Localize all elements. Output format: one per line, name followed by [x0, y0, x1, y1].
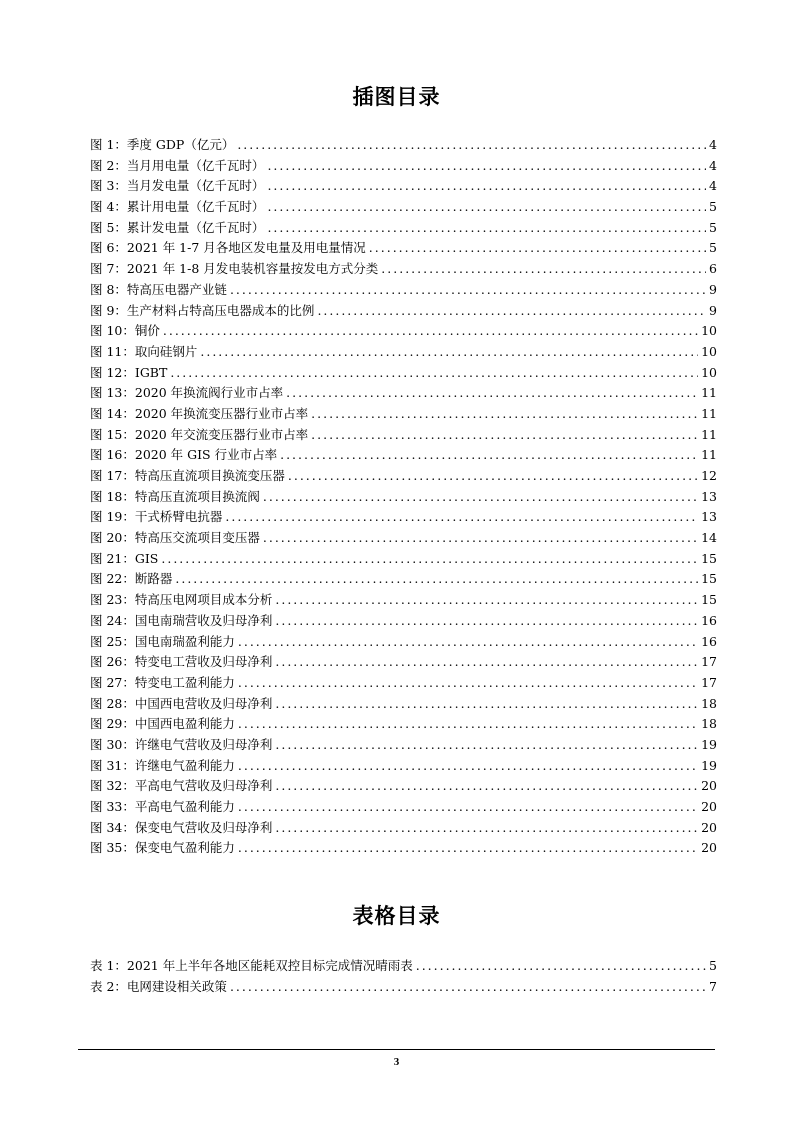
- dot-leader: [369, 238, 706, 259]
- figure-entry-label[interactable]: 图 15：2020 年交流变压器行业市占率: [90, 426, 309, 442]
- dot-leader: [275, 694, 698, 715]
- figure-entry-label[interactable]: 图 3：当月发电量（亿千瓦时）: [90, 178, 265, 194]
- dot-leader: [275, 818, 698, 839]
- figure-entry-page[interactable]: 17: [701, 654, 717, 670]
- figure-entry-page[interactable]: 13: [701, 509, 717, 525]
- dot-leader: [275, 611, 698, 632]
- table-entry-label[interactable]: 表 1：2021 年上半年各地区能耗双控目标完成情况晴雨表: [90, 958, 413, 973]
- figure-entry-label[interactable]: 图 7：2021 年 1-8 月发电装机容量按发电方式分类: [90, 261, 379, 277]
- dot-leader: [416, 956, 706, 977]
- figure-toc-entry[interactable]: [90, 487, 717, 508]
- dot-leader: [381, 259, 706, 280]
- dot-leader: [225, 507, 698, 528]
- figure-entry-page[interactable]: 19: [701, 736, 717, 752]
- figure-toc-entry[interactable]: [90, 797, 717, 818]
- figure-entry-label[interactable]: 图 20：特高压交流项目变压器: [90, 530, 260, 546]
- figure-entry-page[interactable]: 4: [709, 137, 717, 152]
- figure-entry-page[interactable]: 20: [701, 819, 717, 835]
- figure-entry-label[interactable]: 图 21：GIS: [90, 550, 159, 566]
- dot-leader: [267, 176, 706, 197]
- figure-entry-page[interactable]: 10: [701, 343, 717, 359]
- figure-toc-entry[interactable]: [90, 756, 717, 777]
- table-toc-entry[interactable]: [90, 956, 717, 977]
- figure-entry-page[interactable]: 13: [701, 488, 717, 504]
- table-entry-page[interactable]: 5: [709, 958, 717, 973]
- figure-entry-page[interactable]: 16: [701, 633, 717, 649]
- figure-toc-entry[interactable]: [90, 156, 717, 177]
- figure-entry-page[interactable]: 11: [701, 405, 717, 421]
- figure-entry-page[interactable]: 20: [701, 778, 717, 794]
- figure-toc-entry[interactable]: [90, 218, 717, 239]
- page-number: 3: [393, 1056, 400, 1068]
- figure-entry-page[interactable]: 11: [701, 447, 717, 463]
- figure-entry-label[interactable]: 图 6：2021 年 1-7 月各地区发电量及用电量情况: [90, 240, 366, 256]
- figure-entry-page[interactable]: 10: [701, 364, 717, 380]
- figure-entry-label[interactable]: 图 5：累计发电量（亿千瓦时）: [90, 219, 265, 235]
- figure-toc-entry[interactable]: [90, 652, 717, 673]
- figure-entry-page[interactable]: 10: [701, 323, 717, 339]
- dot-leader: [311, 404, 698, 425]
- figure-entry-label[interactable]: 图 10：铜价: [90, 323, 160, 339]
- dot-leader: [267, 197, 706, 218]
- figure-entry-label[interactable]: 图 27：特变电工盈利能力: [90, 674, 235, 690]
- figure-entry-label[interactable]: 图 30：许继电气营收及归母净利: [90, 736, 273, 752]
- figures-toc-title: 插图目录: [352, 85, 441, 109]
- dot-leader: [175, 569, 698, 590]
- footer-divider: [78, 1049, 715, 1050]
- dot-leader: [238, 756, 698, 777]
- figure-entry-page[interactable]: 17: [701, 674, 717, 690]
- figure-entry-page[interactable]: 16: [701, 612, 717, 628]
- figure-entry-page[interactable]: 15: [701, 571, 717, 587]
- dot-leader: [280, 445, 698, 466]
- table-entry-label[interactable]: 表 2：电网建设相关政策: [90, 978, 227, 994]
- figure-toc-entry[interactable]: [90, 342, 717, 363]
- figure-toc-entry[interactable]: [90, 383, 717, 404]
- figure-entry-label[interactable]: 图 19：干式桥臂电抗器: [90, 509, 223, 525]
- dot-leader: [275, 590, 698, 611]
- figure-entry-page[interactable]: 9: [709, 281, 717, 297]
- tables-toc-list: [90, 956, 717, 997]
- figure-entry-label[interactable]: 图 12：IGBT: [90, 364, 168, 380]
- figure-entry-label[interactable]: 图 29：中国西电盈利能力: [90, 716, 235, 732]
- figure-entry-label[interactable]: 图 11：取向硅钢片: [90, 343, 198, 359]
- figure-entry-page[interactable]: 5: [709, 240, 717, 256]
- dot-leader: [230, 280, 706, 301]
- figure-toc-entry[interactable]: [90, 590, 717, 611]
- figure-toc-entry[interactable]: [90, 404, 717, 425]
- dot-leader: [238, 632, 698, 653]
- figure-entry-label[interactable]: 图 23：特高压电网项目成本分析: [90, 592, 273, 608]
- figure-entry-page[interactable]: 14: [701, 530, 717, 546]
- table-entry-page[interactable]: 7: [709, 978, 717, 994]
- figure-entry-page[interactable]: 6: [709, 261, 717, 277]
- dot-leader: [200, 342, 698, 363]
- figure-entry-label[interactable]: 图 18：特高压直流项目换流阀: [90, 488, 260, 504]
- figure-entry-page[interactable]: 9: [709, 302, 717, 318]
- figure-toc-entry[interactable]: [90, 176, 717, 197]
- figure-entry-page[interactable]: 15: [701, 550, 717, 566]
- dot-leader: [275, 652, 698, 673]
- dot-leader: [267, 218, 706, 239]
- figure-entry-label[interactable]: 图 2：当月用电量（亿千瓦时）: [90, 157, 265, 173]
- figure-toc-entry[interactable]: [90, 321, 717, 342]
- figure-toc-entry[interactable]: [90, 507, 717, 528]
- dot-leader: [288, 466, 698, 487]
- figure-entry-page[interactable]: 15: [701, 592, 717, 608]
- figure-toc-entry[interactable]: [90, 259, 717, 280]
- figure-toc-entry[interactable]: [90, 673, 717, 694]
- figure-entry-page[interactable]: 11: [701, 426, 717, 442]
- dot-leader: [161, 549, 698, 570]
- figure-entry-label[interactable]: 图 31：许继电气盈利能力: [90, 757, 235, 773]
- figure-toc-entry[interactable]: [90, 425, 717, 446]
- figure-entry-label[interactable]: 图 16：2020 年 GIS 行业市占率: [90, 447, 278, 463]
- figure-entry-page[interactable]: 20: [701, 799, 717, 814]
- dot-leader: [170, 363, 698, 384]
- figure-entry-page[interactable]: 5: [709, 219, 717, 235]
- figure-toc-entry[interactable]: [90, 549, 717, 570]
- figure-toc-entry[interactable]: [90, 363, 717, 384]
- figure-toc-entry[interactable]: [90, 301, 717, 322]
- figure-entry-label[interactable]: 图 24：国电南瑞营收及归母净利: [90, 612, 273, 628]
- figure-entry-page[interactable]: 20: [701, 840, 717, 856]
- figure-toc-entry[interactable]: [90, 632, 717, 653]
- figure-entry-label[interactable]: 图 25：国电南瑞盈利能力: [90, 633, 235, 649]
- figure-entry-label[interactable]: 图 28：中国西电营收及归母净利: [90, 695, 273, 711]
- figure-entry-label[interactable]: 图 26：特变电工营收及归母净利: [90, 654, 273, 670]
- table-toc-entry[interactable]: [90, 977, 717, 998]
- figure-toc-entry[interactable]: [90, 528, 717, 549]
- figure-toc-entry[interactable]: [90, 238, 717, 259]
- figure-entry-page[interactable]: 5: [709, 199, 717, 215]
- dot-leader: [238, 797, 698, 818]
- figure-entry-label[interactable]: 图 32：平高电气营收及归母净利: [90, 778, 273, 794]
- figure-toc-entry[interactable]: [90, 776, 717, 797]
- dot-leader: [237, 135, 706, 156]
- figure-entry-page[interactable]: 11: [701, 385, 717, 401]
- tables-toc-title: 表格目录: [352, 904, 441, 928]
- figure-toc-entry[interactable]: [90, 694, 717, 715]
- figure-entry-label[interactable]: 图 1：季度 GDP（亿元）: [90, 137, 235, 152]
- figure-entry-label[interactable]: 图 13：2020 年换流阀行业市占率: [90, 385, 284, 401]
- figure-toc-entry[interactable]: [90, 280, 717, 301]
- figure-entry-label[interactable]: 图 34：保变电气营收及归母净利: [90, 819, 273, 835]
- figure-entry-page[interactable]: 18: [701, 716, 717, 732]
- dot-leader: [275, 776, 698, 797]
- figure-entry-label[interactable]: 图 14：2020 年换流变压器行业市占率: [90, 405, 309, 421]
- figure-entry-label[interactable]: 图 35：保变电气盈利能力: [90, 840, 235, 856]
- dot-leader: [238, 714, 698, 735]
- figure-entry-page[interactable]: 4: [709, 157, 717, 173]
- dot-leader: [263, 487, 698, 508]
- figure-toc-entry[interactable]: [90, 135, 717, 156]
- dot-leader: [230, 977, 706, 998]
- figure-entry-page[interactable]: 18: [701, 695, 717, 711]
- figure-entry-page[interactable]: 4: [709, 178, 717, 194]
- dot-leader: [286, 383, 698, 404]
- dot-leader: [317, 301, 706, 322]
- figure-entry-label[interactable]: 图 8：特高压电器产业链: [90, 281, 227, 297]
- figure-toc-entry[interactable]: [90, 735, 717, 756]
- figure-entry-label[interactable]: 图 33：平高电气盈利能力: [90, 799, 235, 814]
- figure-toc-entry[interactable]: [90, 466, 717, 487]
- figures-toc-list: [90, 135, 717, 859]
- figure-toc-entry[interactable]: [90, 569, 717, 590]
- dot-leader: [163, 321, 698, 342]
- dot-leader: [311, 425, 698, 446]
- dot-leader: [267, 156, 706, 177]
- dot-leader: [275, 735, 698, 756]
- figure-toc-entry[interactable]: [90, 714, 717, 735]
- dot-leader: [238, 673, 698, 694]
- figure-entry-page[interactable]: 12: [701, 468, 717, 483]
- figure-toc-entry[interactable]: [90, 838, 717, 859]
- figure-toc-entry[interactable]: [90, 611, 717, 632]
- figure-toc-entry[interactable]: [90, 197, 717, 218]
- figure-entry-label[interactable]: 图 22：断路器: [90, 571, 173, 587]
- figure-entry-page[interactable]: 19: [701, 757, 717, 773]
- figure-entry-label[interactable]: 图 9：生产材料占特高压电器成本的比例: [90, 302, 315, 318]
- dot-leader: [238, 838, 698, 859]
- dot-leader: [263, 528, 698, 549]
- figure-entry-label[interactable]: 图 4：累计用电量（亿千瓦时）: [90, 199, 265, 215]
- figure-entry-label[interactable]: 图 17：特高压直流项目换流变压器: [90, 468, 285, 483]
- figure-toc-entry[interactable]: [90, 445, 717, 466]
- figure-toc-entry[interactable]: [90, 818, 717, 839]
